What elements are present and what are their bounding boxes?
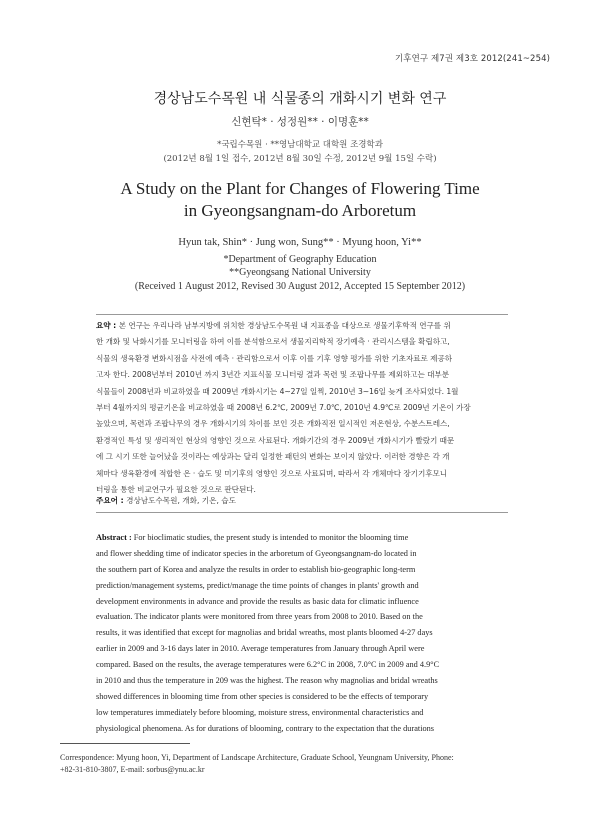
english-abstract-line-text: and flower shedding time of indicator species in the arboretum of Gyeongsangnam-do located in (96, 548, 417, 558)
english-abstract-line (96, 594, 508, 610)
korean-abstract (96, 318, 508, 498)
english-abstract-line-text: prediction/management systems, predict/manage the time points of changes in plants' growth and (96, 580, 419, 590)
english-abstract-line (96, 578, 508, 594)
footnote-line-2: +82-31-810-3807, E-mail: sorbus@ynu.ac.kr (60, 765, 205, 774)
korean-abstract-line (96, 334, 508, 350)
korean-keywords-text: 경상남도수목원, 개화, 기온, 습도 (126, 496, 236, 505)
korean-affiliation: *국립수목원 · **영남대학교 대학원 조경학과 (217, 140, 383, 150)
english-abstract-line-text: the southern part of Korea and analyze the results in order to establish bio-geographic long-term (96, 564, 416, 574)
english-abstract-line (96, 562, 508, 578)
english-abstract-line-text: development environments in advance and provide the results as basic data for climatic influence (96, 596, 419, 606)
correspondence-footnote (60, 752, 550, 776)
english-abstract-line (96, 625, 508, 641)
footnote-divider (60, 743, 190, 744)
english-abstract-line-text: results, it was identified that except for magnolias and bridal wreaths, most plants bloomed 4-27 days (96, 628, 433, 638)
english-abstract-line-text: compared. Based on the results, the average temperatures were 6.2°C in 2008, 7.0°C in 2009 and 4.9°C (96, 660, 440, 670)
english-abstract-line-text: earlier in 2009 and 3-16 days later in 2010. Average temperatures from January through April were (96, 644, 425, 654)
korean-abstract-label: 요약 : (96, 321, 119, 330)
english-abstract-line (96, 705, 508, 721)
korean-abstract-line-text: 터링을 통한 비교연구가 필요한 것으로 판단된다. (96, 484, 256, 494)
english-abstract-line (96, 546, 508, 562)
korean-keywords-label: 주요어 : (96, 496, 124, 505)
english-abstract-line (96, 721, 508, 737)
korean-authors: 신현탁* · 성정원** · 이명훈** (231, 116, 369, 128)
korean-abstract-line-text: 에 그 시기 또한 늘어났을 것이라는 예상과는 달리 일정한 패턴의 변화는 보이지 않았다. 이러한 경향은 각 개 (96, 452, 450, 462)
korean-abstract-line-text: 식물들이 2008년과 비교하였을 때 2009년 개화시기는 4~27일 일찍, 2010년 3~16일 늦게 조사되었다. 1월 (96, 386, 459, 396)
korean-abstract-line (96, 384, 508, 400)
english-title-line-2: in Gyeongsangnam-do Arboretum (183, 201, 417, 220)
korean-abstract-line (96, 400, 508, 416)
english-abstract-line-text: For bioclimatic studies, the present study is intended to monitor the blooming time (133, 533, 409, 542)
english-abstract-line (96, 530, 508, 546)
english-abstract-line (96, 641, 508, 657)
english-abstract-label: Abstract : (96, 533, 134, 542)
korean-abstract-line (96, 318, 508, 334)
english-authors: Hyun tak, Shin* · Jung won, Sung** · Myung hoon, Yi** (178, 237, 422, 248)
korean-abstract-line-text: 부터 4월까지의 평균기온을 비교하였을 때 2008년 6.2℃, 2009년 7.0℃, 2010년 4.9℃로 2009년 기온이 가장 (96, 402, 471, 412)
english-title-line-1: A Study on the Plant for Changes of Flowering Time (120, 179, 480, 198)
english-abstract-line (96, 689, 508, 705)
english-abstract-line-text: in 2010 and thus the temperature in 209 was the highest. The reason why magnolias and bridal wreaths (96, 676, 438, 686)
divider-middle (96, 512, 508, 513)
footnote-line-1: Correspondence: Myung hoon, Yi, Department of Landscape Architecture, Graduate School, Yeungnam University, Phone: (60, 753, 454, 762)
english-abstract (96, 530, 508, 737)
korean-abstract-line (96, 416, 508, 432)
korean-abstract-line (96, 351, 508, 367)
korean-abstract-line-text: 식물의 생육환경 변화시점을 사전에 예측 · 관리함으로서 이후 이를 기후 영향 평가를 위한 기초자료로 제공하 (96, 353, 453, 363)
korean-abstract-line (96, 449, 508, 465)
english-title (0, 178, 600, 222)
korean-keywords (96, 495, 508, 506)
korean-abstract-line-text: 환경적인 특성 및 생리적인 현상의 영향인 것으로 사료된다. 개화기간의 경우 2009년 개화시기가 빨랐기 때문 (96, 435, 455, 445)
english-abstract-line-text: showed differences in blooming time from other species is considered to be the effects of temporary (96, 691, 429, 701)
korean-abstract-line-text: 높았으며, 목련과 조팝나무의 경우 개화시기의 차이를 보인 것은 개화직전 일시적인 저온현상, 수분스트레스, (96, 419, 450, 429)
english-abstract-line-text: physiological phenomena. As for durations of blooming, contrary to the expectation that the durations (96, 723, 435, 733)
english-affiliation-1: *Department of Geography Education (223, 253, 377, 265)
korean-abstract-line (96, 433, 508, 449)
korean-abstract-line-text: 체마다 생육환경에 적합한 온 · 습도 및 미기후의 영향인 것으로 사료되며, 따라서 각 개체마다 장기기후모니 (96, 468, 448, 478)
korean-dates: (2012년 8월 1일 접수, 2012년 8월 30일 수정, 2012년 9월 15일 수락) (163, 154, 437, 164)
korean-abstract-line (96, 367, 508, 383)
korean-title: 경상남도수목원 내 식물종의 개화시기 변화 연구 (153, 91, 447, 107)
english-abstract-line-text: evaluation. The indicator plants were monitored from three years from 2008 to 2010. Based on the (96, 612, 423, 622)
english-meta (0, 236, 600, 293)
english-abstract-line-text: low temperatures immediately before blooming, moisture stress, environmental characteristics and (96, 707, 424, 717)
korean-abstract-line (96, 466, 508, 482)
english-abstract-line (96, 657, 508, 673)
english-abstract-line (96, 673, 508, 689)
korean-abstract-line-text: 본 연구는 우리나라 남부지방에 위치한 경상남도수목원 내 지표종을 대상으로 생물기후학적 연구를 위 (118, 321, 451, 330)
korean-abstract-line-text: 한 개화 및 낙화시기를 모니터링을 하여 이를 분석함으로서 생물지리학적 장기예측 · 관리시스템을 확립하고, (96, 337, 450, 347)
journal-header: 기후연구 제7권 제3호 2012(241~254) (394, 54, 550, 64)
divider-top (96, 314, 508, 315)
english-abstract-line (96, 609, 508, 625)
korean-abstract-line-text: 고자 한다. 2008년부터 2010년 까지 3년간 지표식물 모니터링 결과 목련 및 조팝나무를 제외하고는 대부분 (96, 370, 449, 380)
english-dates: (Received 1 August 2012, Revised 30 August 2012, Accepted 15 September 2012) (134, 280, 466, 292)
english-affiliation-2: **Gyeongsang National University (229, 267, 371, 278)
